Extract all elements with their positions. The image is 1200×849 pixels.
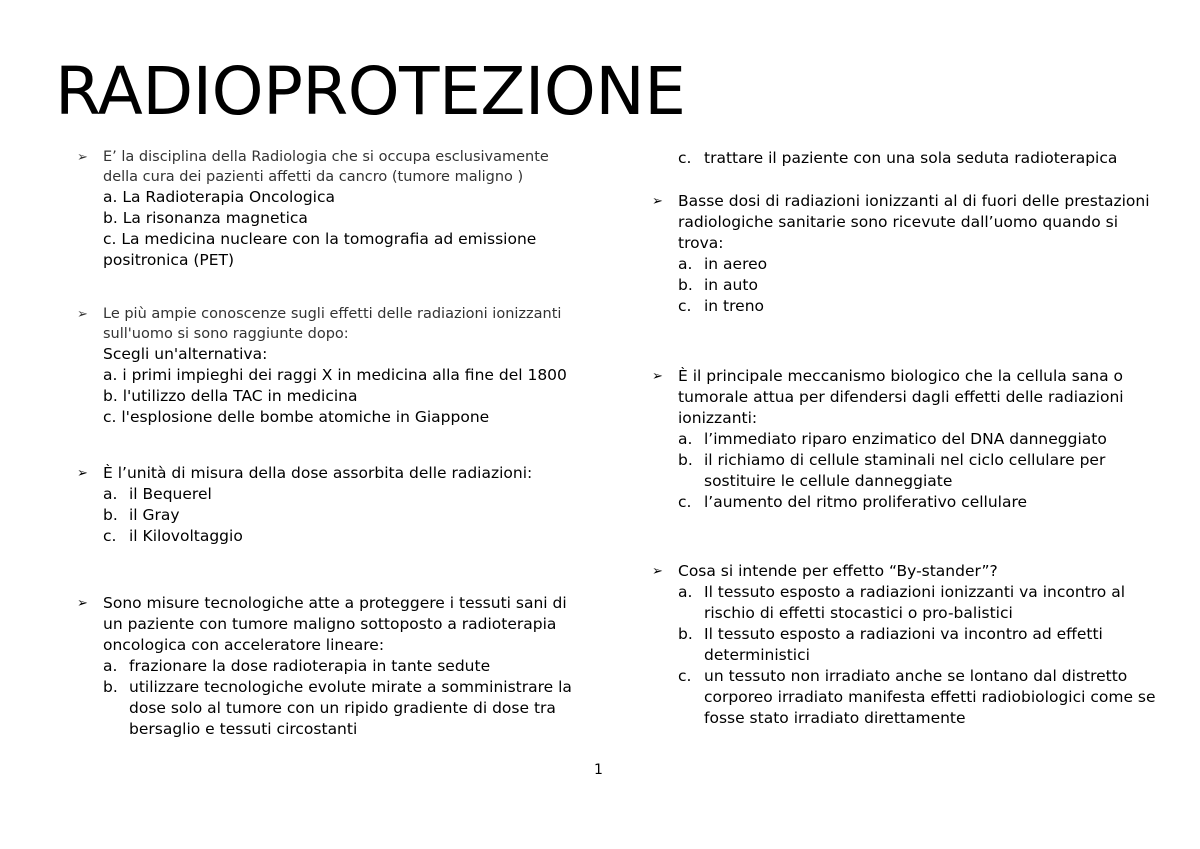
- question-1-text: E’ la disciplina della Radiologia che si occupa esclusivamente della cura dei pazienti affetti da cancro (tumore maligno ): [103, 149, 549, 185]
- option-a: [650, 429, 1160, 450]
- option-b: b. l'utilizzo della TAC in medicina: [103, 387, 358, 405]
- option-b: [650, 275, 1160, 296]
- question-text: [650, 191, 1160, 254]
- option-b: [650, 450, 1160, 492]
- option-b: b. La risonanza magnetica: [103, 209, 308, 227]
- option-text: l’aumento del ritmo proliferativo cellulare: [704, 493, 1028, 511]
- option-text: trattare il paziente con una sola seduta radioterapica: [704, 149, 1118, 167]
- option-c: c. l'esplosione delle bombe atomiche in Giappone: [103, 408, 490, 426]
- question-4-continued: [650, 148, 1160, 169]
- question-text: [650, 561, 1160, 582]
- option-letter: a.: [678, 430, 693, 448]
- arrow-bullet-icon: ➢: [77, 596, 88, 611]
- question-7: [650, 561, 1160, 729]
- option-text: il Gray: [129, 506, 180, 524]
- option-letter: b.: [103, 678, 118, 696]
- option-b: [650, 624, 1160, 666]
- option-text: il richiamo di cellule staminali nel ciclo cellulare per sostituire le cellule danneggiate: [704, 451, 1106, 490]
- option-letter: b.: [678, 276, 693, 294]
- option-text: il Bequerel: [129, 485, 212, 503]
- question-5-text: Basse dosi di radiazioni ionizzanti al di fuori delle prestazioni radiologiche sanitarie sono ricevute dall’uomo quando si trova:: [678, 192, 1150, 252]
- option-c: c. La medicina nucleare con la tomografia ad emissione positronica (PET): [103, 230, 537, 269]
- option-text: frazionare la dose radioterapia in tante sedute: [129, 657, 491, 675]
- option-c: [650, 492, 1160, 513]
- option-a: [650, 254, 1160, 275]
- option-letter: b.: [103, 506, 118, 524]
- option-letter: b.: [678, 451, 693, 469]
- option-c: [650, 666, 1160, 729]
- option-letter: a.: [103, 657, 118, 675]
- arrow-bullet-icon: ➢: [652, 564, 663, 579]
- question-text: [75, 305, 585, 344]
- question-1: [75, 148, 585, 271]
- option-c: [650, 296, 1160, 317]
- option-text: un tessuto non irradiato anche se lontano dal distretto corporeo irradiato manifesta effetti radiobiologici come se fosse stato irradiato direttamente: [704, 667, 1156, 727]
- option-text: Il tessuto esposto a radiazioni va incontro ad effetti deterministici: [704, 625, 1103, 664]
- question-3-text: È l’unità di misura della dose assorbita delle radiazioni:: [103, 464, 533, 482]
- arrow-bullet-icon: ➢: [77, 307, 88, 322]
- option-text: utilizzare tecnologiche evolute mirate a somministrare la dose solo al tumore con un ripido gradiente di dose tra bersaglio e tessuti circostanti: [129, 678, 572, 738]
- option-letter: a.: [103, 485, 118, 503]
- option-letter: c.: [678, 297, 692, 315]
- question-2: [75, 305, 585, 428]
- option-a: [75, 484, 585, 505]
- question-text: [75, 593, 585, 656]
- option-c: [75, 526, 585, 547]
- option-c: [650, 148, 1160, 169]
- question-7-text: Cosa si intende per effetto “By-stander”?: [678, 562, 998, 580]
- option-text: l’immediato riparo enzimatico del DNA danneggiato: [704, 430, 1107, 448]
- arrow-bullet-icon: ➢: [77, 466, 88, 481]
- option-b: [75, 505, 585, 526]
- option-letter: c.: [678, 667, 692, 685]
- question-4-text: Sono misure tecnologiche atte a proteggere i tessuti sani di un paziente con tumore maligno sottoposto a radioterapia oncologica con acceleratore lineare:: [103, 594, 567, 654]
- option-letter: c.: [103, 527, 117, 545]
- option-letter: c.: [678, 149, 692, 167]
- option-a: a. La Radioterapia Oncologica: [103, 188, 336, 206]
- arrow-bullet-icon: ➢: [652, 369, 663, 384]
- option-b: [75, 677, 585, 740]
- option-letter: b.: [678, 625, 693, 643]
- option-a: [650, 582, 1160, 624]
- choose-prompt: Scegli un'alternativa:: [103, 345, 268, 363]
- arrow-bullet-icon: ➢: [652, 194, 663, 209]
- page-number: 1: [594, 762, 603, 778]
- option-a: [75, 656, 585, 677]
- question-2-text: Le più ampie conoscenze sugli effetti delle radiazioni ionizzanti sull'uomo si sono raggiunte dopo:: [103, 306, 562, 342]
- question-3: [75, 463, 585, 547]
- option-letter: a.: [678, 255, 693, 273]
- option-letter: a.: [678, 583, 693, 601]
- option-text: Il tessuto esposto a radiazioni ionizzanti va incontro al rischio di effetti stocastici o pro-balistici: [704, 583, 1126, 622]
- option-letter: c.: [678, 493, 692, 511]
- question-6-text: È il principale meccanismo biologico che la cellula sana o tumorale attua per difendersi dagli effetti delle radiazioni ionizzanti:: [678, 367, 1124, 427]
- option-text: in aereo: [704, 255, 768, 273]
- question-text: [75, 463, 585, 484]
- page-title: RADIOPROTEZIONE: [55, 53, 686, 130]
- arrow-bullet-icon: ➢: [77, 150, 88, 165]
- question-6: [650, 366, 1160, 513]
- question-4: [75, 593, 585, 740]
- question-text: [75, 148, 585, 187]
- question-text: [650, 366, 1160, 429]
- option-text: in auto: [704, 276, 758, 294]
- question-5: [650, 191, 1160, 317]
- option-text: in treno: [704, 297, 765, 315]
- option-a: a. i primi impieghi dei raggi X in medicina alla fine del 1800: [103, 366, 567, 384]
- option-text: il Kilovoltaggio: [129, 527, 243, 545]
